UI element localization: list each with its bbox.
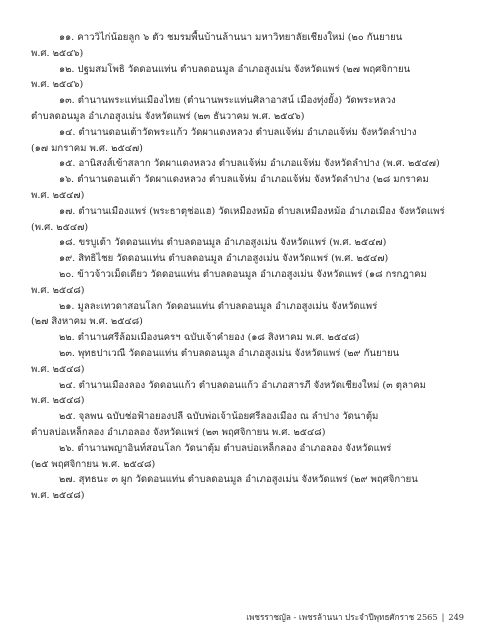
entry-continuation: ตำบลดอนมูล อำเภอสูงเม่น จังหวัดแพร่ (๒๓ ธันวาคม พ.ศ. ๒๕๔๖) — [31, 110, 305, 122]
entry-line: ๑๘. ขรบูเต้า วัดดอนแท่น ตำบลดอนมูล อำเภอสูงเม่น จังหวัดแพร่ (พ.ศ. ๒๕๔๗) — [59, 237, 387, 249]
entry-line: ๑๖. ตำนานดอนเต้า วัดผาแดงหลวง ตำบลแจ้ห่ม อำเภอแจ้ห่ม จังหวัดลำปาง (๒๘ มกราคม — [59, 174, 429, 186]
entry-line: ๒๖. ตำนานพญาอินท์สอนโลก วัดนาตุ้ม ตำบลบ่อเหล็กลอง อำเภอลอง จังหวัดแพร่ — [59, 442, 392, 454]
entry-continuation: (๒๕ พฤศจิกายน พ.ศ. ๒๕๔๘) — [31, 458, 156, 470]
page-footer — [0, 611, 464, 624]
footer-separator: | — [441, 612, 445, 622]
entry-line: ๒๔. ตำนานเมืองลอง วัดดอนแก้ว ตำบลดอนแก้ว อำเภอสารภี จังหวัดเชียงใหม่ (๓ ตุลาคม — [59, 379, 426, 391]
entry-continuation: พ.ศ. ๒๕๔๘) — [31, 363, 85, 375]
list-item — [31, 251, 464, 267]
entry-line: ๑๕. อานิสงส์เข้าสลาก วัดผาแดงหลวง ตำบลแจ้ห่ม อำเภอแจ้ห่ม จังหวัดลำปาง (พ.ศ. ๒๕๔๗) — [59, 158, 440, 170]
entry-continuation: พ.ศ. ๒๕๔๘) — [31, 284, 85, 296]
entry-continuation: ตำบลบ่อเหล็กลอง อำเภอลอง จังหวัดแพร่ (๒๓ พฤศจิกายน พ.ศ. ๒๕๔๘) — [31, 426, 326, 438]
list-item — [31, 409, 464, 441]
entry-continuation: พ.ศ. ๒๕๔๗) — [31, 189, 85, 201]
entry-continuation: พ.ศ. ๒๕๔๘) — [31, 490, 85, 502]
list-item — [31, 378, 464, 410]
entry-continuation: (พ.ศ. ๒๕๔๗) — [31, 221, 89, 233]
entry-line: ๒๐. ข้าวจ้าวเม็ดเดียว วัดดอนแท่น ตำบลดอนมูล อำเภอสูงเม่น จังหวัดแพร่ (๑๘ กรกฎาคม — [59, 268, 427, 280]
list-item — [31, 30, 464, 62]
entry-line: ๒๗. สุทธนะ ๓ ผูก วัดดอนแท่น ตำบลดอนมูล อำเภอสูงเม่น จังหวัดแพร่ (๒๙ พฤศจิกายน — [59, 474, 418, 486]
entry-line: ๑๔. ตำนานดอนเต้าวัดพระแก้ว วัดผาแดงหลวง ตำบลแจ้ห่ม อำเภอแจ้ห่ม จังหวัดลำปาง — [59, 126, 417, 138]
entry-continuation: พ.ศ. ๒๕๔๖) — [31, 47, 84, 59]
list-item — [31, 472, 464, 504]
entry-line: ๑๗. ตำนานเมืองแพร่ (พระธาตุช่อแฮ) วัดเหมืองหม้อ ตำบลเหมืองหม้อ อำเภอเมือง จังหวัดแพร่ — [59, 205, 445, 217]
entry-line: ๑๒. ปฐมสมโพธิ วัดดอนแท่น ตำบลดอนมูล อำเภอสูงเม่น จังหวัดแพร่ (๒๗ พฤศจิกายน — [59, 63, 411, 75]
entry-continuation: พ.ศ. ๒๕๔๖) — [31, 79, 84, 91]
page-number: 249 — [448, 612, 464, 622]
entry-line: ๒๓. พุทธปาเวณี วัดดอนแท่น ตำบลดอนมูล อำเภอสูงเม่น จังหวัดแพร่ (๒๙ กันยายน — [59, 347, 400, 359]
list-item — [31, 235, 464, 251]
list-item — [31, 204, 464, 236]
entry-line: ๒๕. จุลพน ฉบับช่อฟ้าอยองปลี ฉบับพ่อเจ้าน้อยศรีลองเมือง ณ ลำปาง วัดนาตุ้ม — [59, 411, 379, 423]
entry-continuation: (๒๗ สิงหาคม พ.ศ. ๒๕๔๘) — [31, 316, 143, 328]
list-item — [31, 62, 464, 94]
list-item — [31, 172, 464, 204]
list-item — [31, 125, 464, 157]
list-item — [31, 267, 464, 299]
entry-line: ๑๙. สิทธิไชย วัดดอนแท่น ตำบลดอนมูล อำเภอสูงเม่น จังหวัดแพร่ (พ.ศ. ๒๕๔๗) — [59, 253, 389, 265]
list-item — [31, 299, 464, 331]
entry-continuation: (๑๗ มกราคม พ.ศ. ๒๕๔๗) — [31, 142, 143, 154]
journal-title: เพชรราชญัล - เพชรล้านนา ประจำปีพุทธศักราช 2565 — [246, 612, 438, 622]
list-item — [31, 156, 464, 172]
entry-line: ๑๑. คาววิไก่น้อยลูก ๖ ตัว ชมรมพื้นบ้านล้านนา มหาวิทยาลัยเชียงใหม่ (๒๐ กันยายน — [59, 32, 403, 43]
list-item — [31, 441, 464, 473]
entry-line: ๒๒. ตำนานศรีล้อมเมืองนครฯ ฉบับเจ้าคำยอง (๑๘ สิงหาคม พ.ศ. ๒๕๔๘) — [59, 332, 360, 344]
list-item — [31, 93, 464, 125]
bibliography-list — [31, 30, 464, 504]
entry-line: ๑๓. ตำนานพระแท่นเมืองไทย (ตำนานพระแท่นศิลาอาสน์ เมืองทุ่งยั้ง) วัดพระหลวง — [59, 95, 396, 107]
list-item — [31, 330, 464, 346]
entry-continuation: พ.ศ. ๒๕๔๘) — [31, 395, 85, 407]
entry-line: ๒๑. มูลละเทวดาสอนโลก วัดดอนแท่น ตำบลดอนมูล อำเภอสูงเม่น จังหวัดแพร่ — [59, 300, 378, 312]
list-item — [31, 346, 464, 378]
